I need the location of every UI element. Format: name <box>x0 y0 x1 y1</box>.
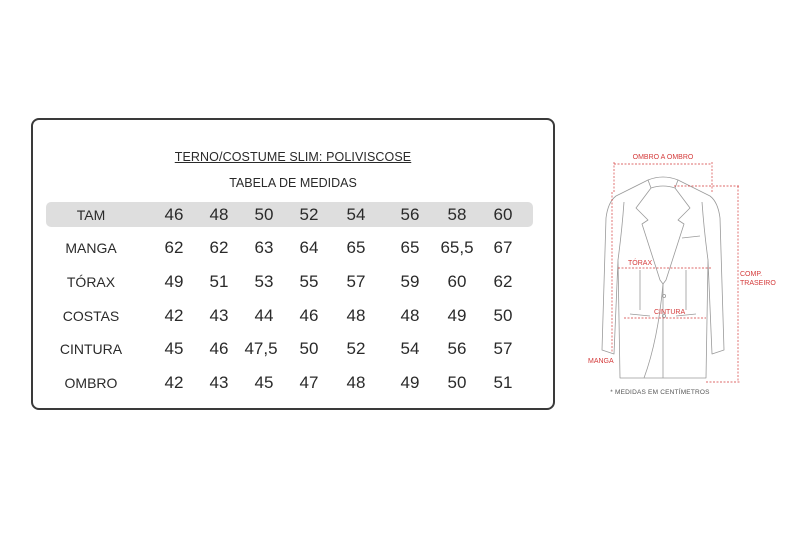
measurement-lines <box>612 162 740 382</box>
back-length-label-1: COMP. <box>740 271 763 278</box>
table-cell: 50 <box>493 306 513 325</box>
jacket-outline <box>602 177 724 378</box>
table-cell: 57 <box>346 272 366 291</box>
size-cell: 54 <box>346 205 366 224</box>
table-cell: 60 <box>447 272 467 291</box>
table-cell: 50 <box>299 339 319 358</box>
table-cell: 44 <box>254 306 274 325</box>
size-cell: 52 <box>299 205 319 224</box>
table-cell: 48 <box>400 306 420 325</box>
size-cell: 56 <box>400 205 420 224</box>
table-cell: 45 <box>164 339 184 358</box>
table-cell: 62 <box>164 238 184 257</box>
table-cell: 43 <box>209 373 229 392</box>
back-length-label-2: TRASEIRO <box>740 280 776 287</box>
table-cell: 64 <box>299 238 319 257</box>
table-cell: 56 <box>447 339 467 358</box>
table-row-manga <box>33 234 553 262</box>
table-cell: 45 <box>254 373 274 392</box>
table-cell: 42 <box>164 306 184 325</box>
table-cell: 67 <box>493 238 513 257</box>
table-cell: 54 <box>400 339 420 358</box>
table-cell: 52 <box>346 339 366 358</box>
table-cell: 57 <box>493 339 513 358</box>
jacket-measurement-diagram <box>578 150 776 400</box>
size-header-label: TAM <box>76 207 106 223</box>
table-cell: 50 <box>447 373 467 392</box>
waist-label: CINTURA <box>654 309 686 316</box>
jacket-illustration <box>578 150 776 400</box>
table-cell: 51 <box>209 272 229 291</box>
table-cell: 42 <box>164 373 184 392</box>
row-label: COSTAS <box>62 308 120 324</box>
table-row-costas <box>33 302 553 330</box>
row-label: TÓRAX <box>66 274 116 290</box>
table-row-torax <box>33 268 553 296</box>
sleeve-label: MANGA <box>588 358 614 365</box>
table-cell: 47 <box>299 373 319 392</box>
table-cell: 47,5 <box>244 339 278 358</box>
table-cell: 49 <box>447 306 467 325</box>
table-cell: 51 <box>493 373 513 392</box>
table-cell: 59 <box>400 272 420 291</box>
chest-label: TÓRAX <box>628 260 653 267</box>
table-row-ombro <box>33 369 553 397</box>
table-title: TERNO/COSTUME SLIM: POLIVISCOSE <box>174 150 412 164</box>
table-row-cintura <box>33 335 553 363</box>
table-cell: 65,5 <box>440 238 474 257</box>
size-cell: 48 <box>209 205 229 224</box>
size-cell: 60 <box>493 205 513 224</box>
table-cell: 46 <box>209 339 229 358</box>
table-cell: 53 <box>254 272 274 291</box>
table-cell: 62 <box>493 272 513 291</box>
row-label: CINTURA <box>59 341 123 357</box>
row-label: OMBRO <box>64 375 118 391</box>
table-cell: 49 <box>164 272 184 291</box>
table-subtitle: TABELA DE MEDIDAS <box>229 176 357 190</box>
table-cell: 49 <box>400 373 420 392</box>
table-cell: 62 <box>209 238 229 257</box>
table-cell: 48 <box>346 373 366 392</box>
table-cell: 43 <box>209 306 229 325</box>
table-cell: 63 <box>254 238 274 257</box>
table-cell: 65 <box>346 238 366 257</box>
shoulder-label: OMBRO A OMBRO <box>632 154 694 161</box>
size-cell: 58 <box>447 205 467 224</box>
table-cell: 65 <box>400 238 420 257</box>
table-cell: 55 <box>299 272 319 291</box>
size-header-row <box>33 201 553 229</box>
row-label: MANGA <box>65 240 117 256</box>
measurement-footnote: * MEDIDAS EM CENTÍMETROS <box>610 389 710 396</box>
table-cell: 46 <box>299 306 319 325</box>
size-table-card <box>31 118 555 410</box>
size-cell: 50 <box>254 205 274 224</box>
size-cell: 46 <box>164 205 184 224</box>
table-cell: 48 <box>346 306 366 325</box>
